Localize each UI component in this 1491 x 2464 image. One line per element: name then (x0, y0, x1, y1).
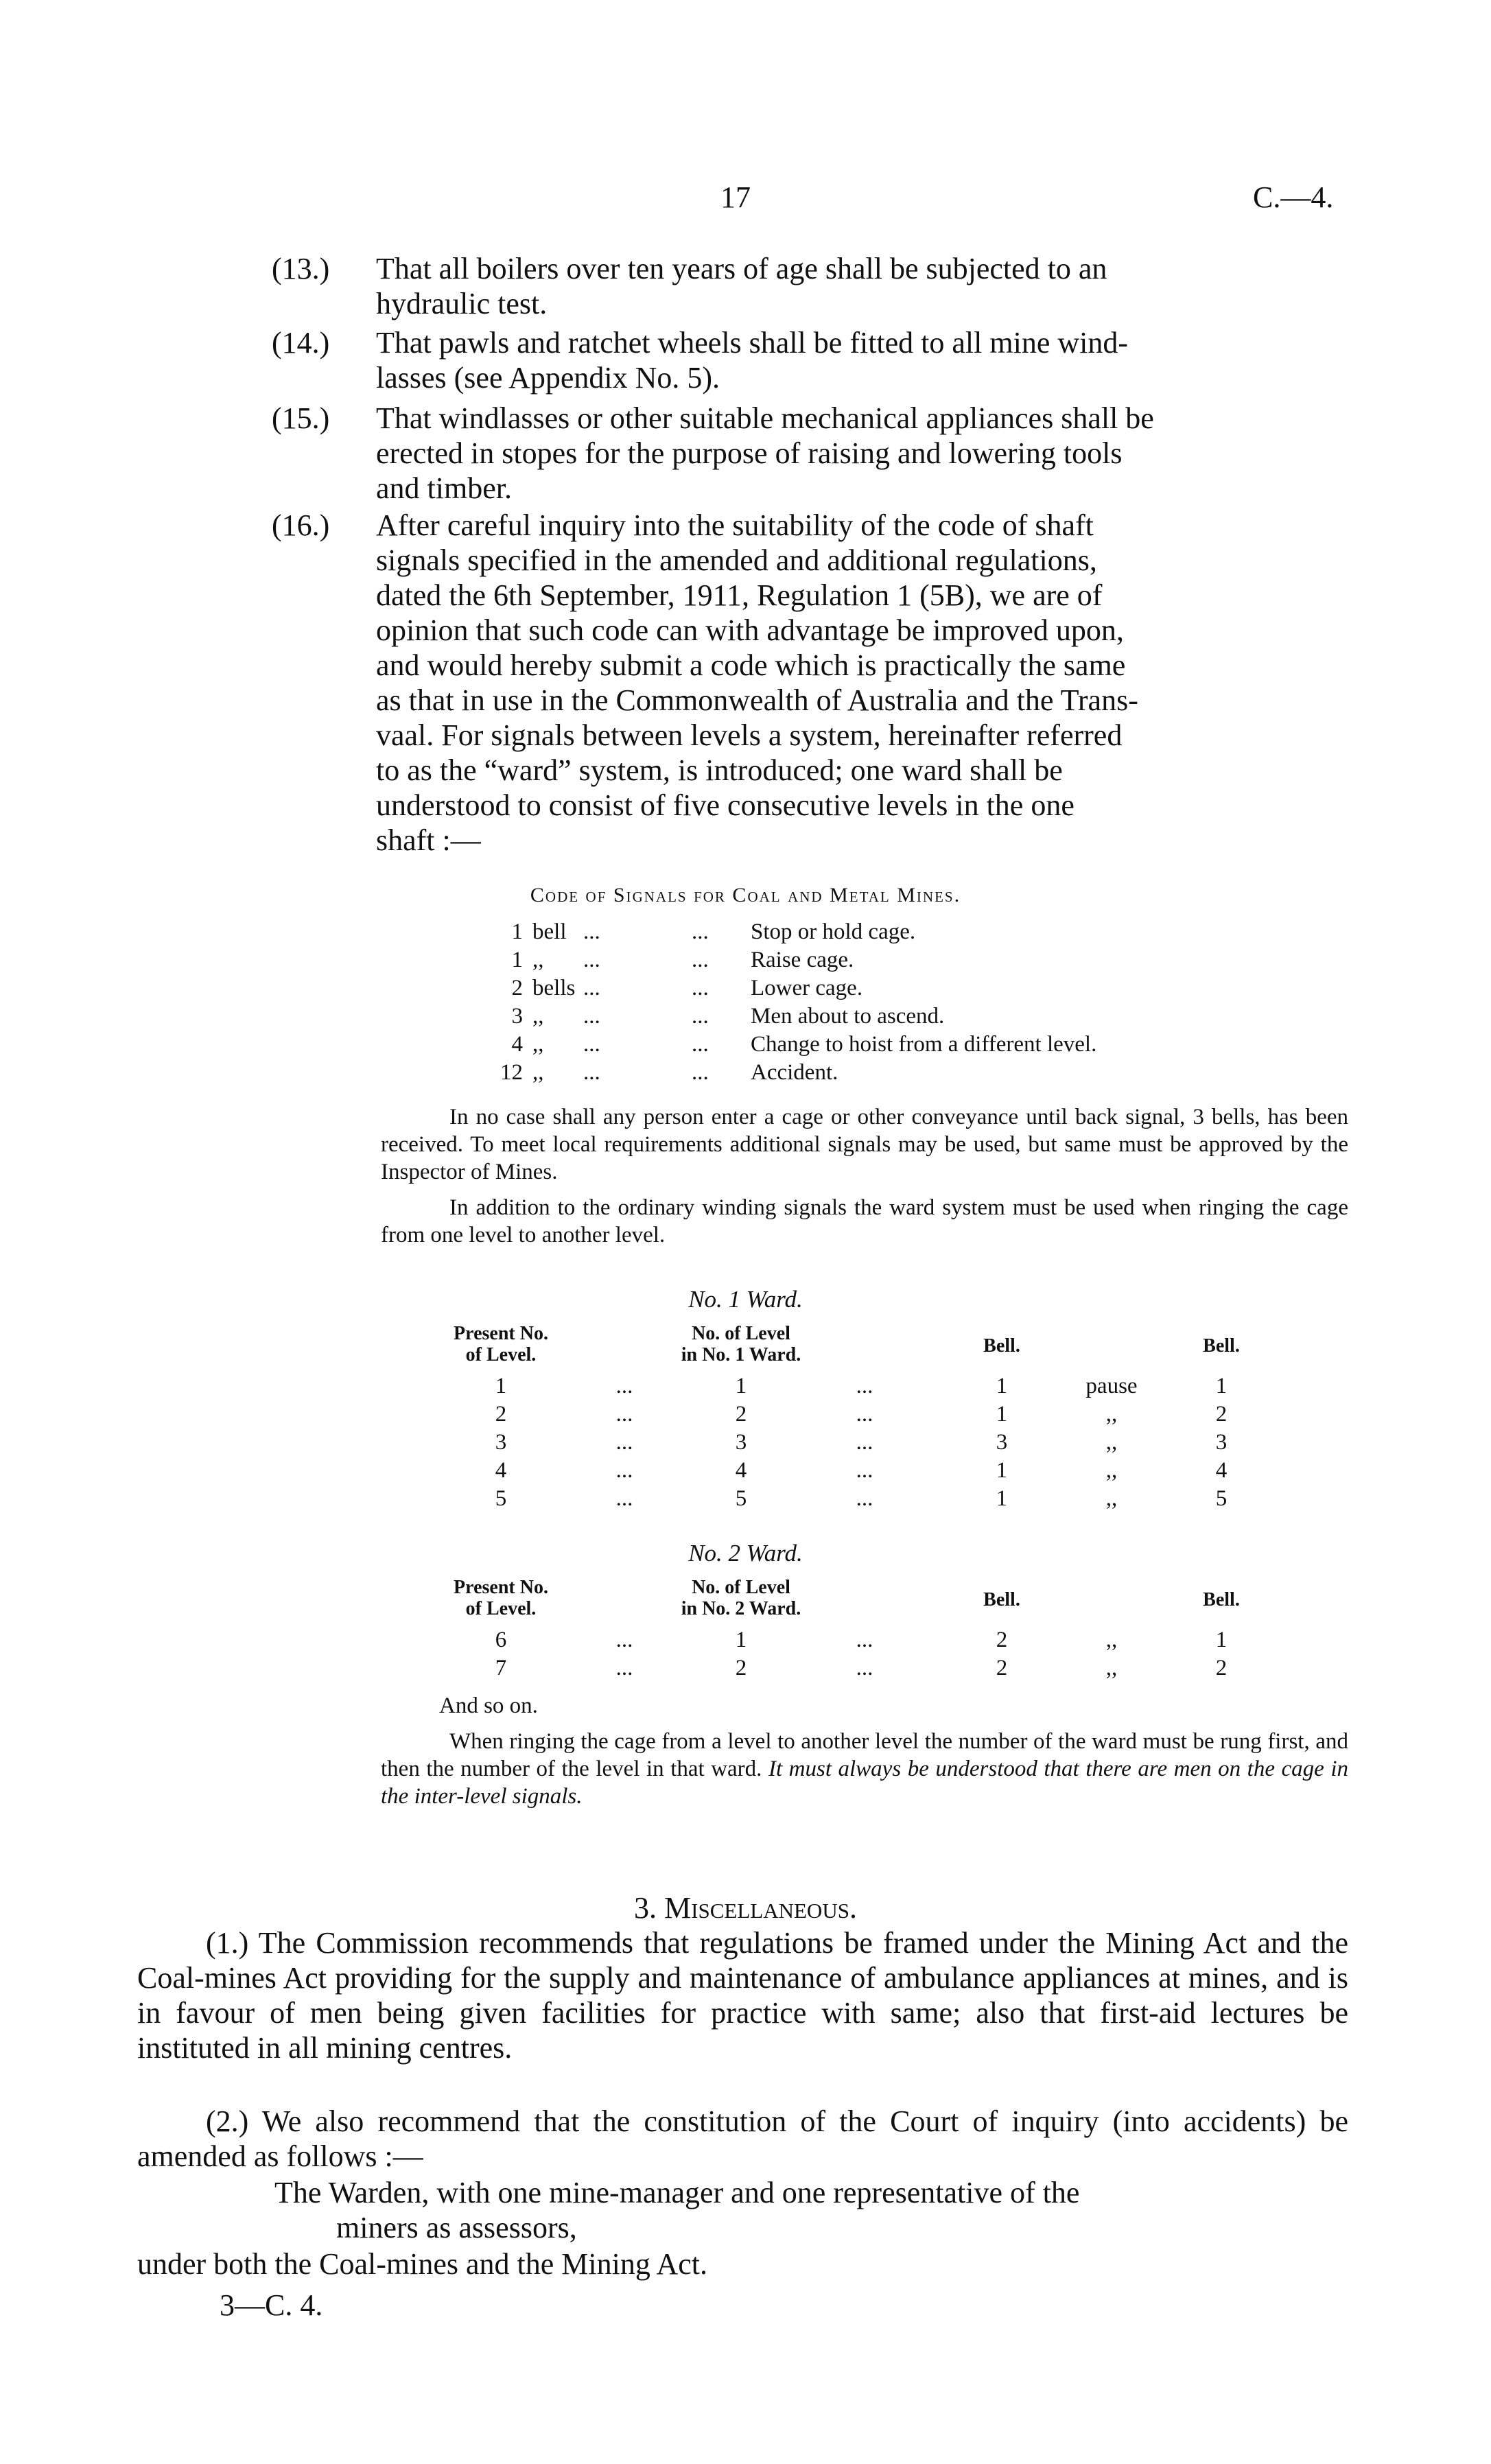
cell: 3 (735, 1430, 747, 1455)
signal-row (473, 976, 1365, 1004)
text-line: hydraulic test. (376, 287, 548, 320)
leader-dots: ... (583, 919, 600, 944)
text-line: to as the “ward” system, is introduced; one ward shall be (376, 753, 1063, 787)
cell: 3 (996, 1430, 1008, 1455)
ringing-note (381, 1728, 1348, 1810)
signal-meaning: Men about to ascend. (751, 1004, 945, 1029)
cell: ,, (1105, 1458, 1118, 1483)
text-line: for practice with same; also that first-aid lectures be instituted in all mining (137, 1996, 1348, 2065)
header-line: No. of Level (692, 1577, 790, 1598)
cell: ... (615, 1458, 633, 1483)
cell: ,, (1105, 1628, 1118, 1652)
leader-dots: ... (692, 1060, 709, 1085)
signal-count: 1 (511, 948, 523, 972)
note-line: signals may be used, but same must be approved by the Inspector of Mines. (381, 1132, 1348, 1184)
cell: 4 (1215, 1458, 1228, 1483)
cell: 1 (996, 1458, 1008, 1483)
leader-dots: ... (583, 1004, 600, 1029)
recommendation-14 (272, 325, 1349, 395)
text-line: dated the 6th September, 1911, Regulation 1 (5B), we are of (376, 578, 1103, 612)
table-row (439, 1656, 1263, 1684)
item-number: (15.) (272, 401, 330, 435)
text-line: lasses (see Appendix No. 5). (376, 361, 720, 395)
header-line: of Level. (465, 1598, 537, 1619)
text-line: (1.) The Commission recommends that regulations be framed under the (206, 1926, 1106, 1960)
cell: ,, (1105, 1430, 1118, 1455)
header-line: in No. 2 Ward. (681, 1598, 801, 1619)
item-number: (14.) (272, 326, 330, 360)
page-number: 17 (720, 180, 751, 214)
signal-meaning: Stop or hold cage. (751, 919, 916, 944)
text-line: erected in stopes for the purpose of raising and lowering tools (376, 436, 1123, 470)
note-line: ward must be rung first, and then the number of the level in that ward. (381, 1729, 1348, 1781)
text-line: (2.) We also recommend that the constitution of the Court of inquiry (into (206, 2104, 1184, 2138)
note-line: When ringing the cage from a level to another level the number of the (449, 1729, 1092, 1754)
signal-row (473, 1004, 1365, 1032)
text-line: That all boilers over ten years of age shall be subjected to an (376, 252, 1107, 285)
document-reference: C.—4. (1253, 180, 1334, 214)
col-header-level-in-ward (659, 1323, 823, 1365)
signal-row (473, 948, 1365, 976)
header-line: No. of Level (692, 1323, 790, 1344)
col-header-bell: Bell. (1203, 1335, 1240, 1357)
table-row (439, 1374, 1263, 1402)
leader-dots: ... (692, 1004, 709, 1029)
text-line: accidents) be amended as follows :— (137, 2104, 1349, 2173)
cell: 2 (996, 1656, 1008, 1680)
header-line: Present No. (454, 1577, 548, 1598)
signal-unit: bells (532, 976, 576, 1000)
cell: 1 (1215, 1374, 1228, 1398)
table-row (439, 1430, 1263, 1458)
cell: 2 (1215, 1402, 1228, 1427)
cell: 1 (735, 1628, 747, 1652)
cell: ... (615, 1628, 633, 1652)
text-line: and would hereby submit a code which is practically the same (376, 648, 1126, 682)
cell: 6 (495, 1628, 507, 1652)
col-header-present-level (439, 1577, 563, 1619)
cell: ... (856, 1486, 873, 1511)
cell: 1 (996, 1486, 1008, 1511)
cell: 1 (996, 1374, 1008, 1398)
misc-paragraph-1 (137, 1925, 1348, 2065)
note-line: In no case shall any person enter a cage or other conveyance until back (449, 1105, 1126, 1129)
text-line: shaft :— (376, 823, 481, 857)
ward-2-title: No. 2 Ward. (688, 1540, 803, 1567)
cell: 2 (1215, 1656, 1228, 1680)
text-line: After careful inquiry into the suitability of the code of shaft (376, 508, 1094, 542)
leader-dots: ... (692, 1032, 709, 1057)
cell: pause (1085, 1374, 1138, 1398)
signal-meaning: Change to hoist from a different level. (751, 1032, 1097, 1057)
text-line: and timber. (376, 471, 512, 505)
recommendation-15 (272, 401, 1349, 506)
signal-unit: ,, (532, 1060, 544, 1085)
leader-dots: ... (583, 948, 600, 972)
signals-code-title: Code of Signals for Coal and Metal Mines. (530, 884, 961, 906)
court-composition-quote (274, 2175, 1348, 2245)
cell: 4 (495, 1458, 507, 1483)
note-italic: It (768, 1757, 789, 1781)
cell: 3 (495, 1430, 507, 1455)
text-line: That pawls and ratchet wheels shall be fitted to all mine wind- (376, 326, 1129, 360)
signal-count: 3 (511, 1004, 523, 1029)
signal-count: 12 (500, 1060, 523, 1085)
cell: 5 (735, 1486, 747, 1511)
signature-mark: 3—C. 4. (220, 2288, 323, 2322)
cell: ... (856, 1628, 873, 1652)
table-row (439, 1402, 1263, 1430)
and-so-on: And so on. (439, 1693, 538, 1718)
signal-meaning: Raise cage. (751, 948, 854, 972)
leader-dots: ... (583, 976, 600, 1000)
cell: ... (615, 1402, 633, 1427)
table-row (439, 1486, 1263, 1514)
col-header-bell: Bell. (983, 1335, 1020, 1357)
signal-unit: bell (532, 919, 567, 944)
text-line: centres. (419, 2031, 513, 2065)
note-line: signal, 3 bells, has been received. To meet local requirements additional (381, 1105, 1348, 1157)
cell: 4 (735, 1458, 747, 1483)
cell: 2 (996, 1628, 1008, 1652)
ward-1-title: No. 1 Ward. (688, 1286, 803, 1313)
cell: 2 (735, 1656, 747, 1680)
misc-tail-line: under both the Coal-mines and the Mining Act. (137, 2247, 707, 2281)
cell: ... (615, 1656, 633, 1680)
note-italic: signals. (512, 1784, 583, 1809)
note-italic: must always be understood that there are men on the cage in the inter-level (381, 1757, 1348, 1809)
header-line: of Level. (465, 1344, 537, 1365)
signal-count: 1 (511, 919, 523, 944)
signal-unit: ,, (532, 1004, 544, 1029)
text-line: Mining Act and the Coal-mines Act providing for the supply and maintenance (137, 1926, 1348, 1995)
text-line: understood to consist of five consecutive levels in the one (376, 788, 1075, 822)
leader-dots: ... (583, 1060, 600, 1085)
signal-row (473, 919, 1365, 948)
signal-meaning: Accident. (751, 1060, 838, 1085)
col-header-bell: Bell. (983, 1589, 1020, 1610)
recommendation-16 (272, 508, 1349, 858)
signals-code-list (473, 919, 1365, 1088)
leader-dots: ... (692, 976, 709, 1000)
cell: ... (615, 1374, 633, 1398)
leader-dots: ... (583, 1032, 600, 1057)
text-line: vaal. For signals between levels a system, hereinafter referred (376, 718, 1123, 752)
signal-row (473, 1032, 1365, 1060)
cell: 1 (1215, 1628, 1228, 1652)
cell: 1 (996, 1402, 1008, 1427)
table-row (439, 1458, 1263, 1486)
col-header-bell: Bell. (1203, 1589, 1240, 1610)
cell: 5 (1215, 1486, 1228, 1511)
cell: ... (615, 1486, 633, 1511)
note-line: In addition to the ordinary winding signals the ward system must be (449, 1195, 1094, 1220)
signal-unit: ,, (532, 1032, 544, 1057)
section-title: 3. Miscellaneous. (634, 1891, 857, 1925)
header-line: Present No. (454, 1323, 548, 1344)
header-line: in No. 1 Ward. (681, 1344, 801, 1365)
text-line: of ambulance appliances at mines, and is in favour of men being given facilities (137, 1961, 1348, 2030)
cell: 2 (735, 1402, 747, 1427)
cell: ... (856, 1402, 873, 1427)
cell: 3 (1215, 1430, 1228, 1455)
text-line: as that in use in the Commonwealth of Australia and the Trans- (376, 683, 1138, 717)
cell: ,, (1105, 1656, 1118, 1680)
text-line: signals specified in the amended and additional regulations, (376, 543, 1097, 577)
signal-count: 2 (511, 976, 523, 1000)
text-line: opinion that such code can with advantage be improved upon, (376, 613, 1124, 647)
cell: ,, (1105, 1402, 1118, 1427)
leader-dots: ... (692, 948, 709, 972)
item-number: (16.) (272, 508, 330, 542)
cell: ... (856, 1430, 873, 1455)
cell: ... (856, 1656, 873, 1680)
recommendation-13 (272, 251, 1349, 321)
leader-dots: ... (692, 919, 709, 944)
col-header-present-level (439, 1323, 563, 1365)
text-line: The Warden, with one mine-manager and one representative of the (274, 2176, 1080, 2209)
cell: 2 (495, 1402, 507, 1427)
cell: 1 (495, 1374, 507, 1398)
cell: 1 (735, 1374, 747, 1398)
signal-meaning: Lower cage. (751, 976, 863, 1000)
cell: ... (856, 1374, 873, 1398)
table-row (439, 1628, 1263, 1656)
text-line: That windlasses or other suitable mechanical appliances shall be (376, 401, 1154, 435)
misc-paragraph-2 (137, 2104, 1348, 2174)
cell: ... (856, 1458, 873, 1483)
signal-row (473, 1060, 1365, 1088)
back-signal-note (381, 1103, 1348, 1186)
col-header-level-in-ward (659, 1577, 823, 1619)
item-number: (13.) (272, 252, 330, 285)
ward-system-note (381, 1194, 1348, 1249)
cell: ,, (1105, 1486, 1118, 1511)
note-line: used when ringing the cage from one level to another level. (381, 1195, 1348, 1247)
cell: 5 (495, 1486, 507, 1511)
signal-unit: ,, (532, 948, 544, 972)
text-line: miners as assessors, (336, 2211, 577, 2244)
cell: 7 (495, 1656, 507, 1680)
cell: ... (615, 1430, 633, 1455)
signal-count: 4 (511, 1032, 523, 1057)
